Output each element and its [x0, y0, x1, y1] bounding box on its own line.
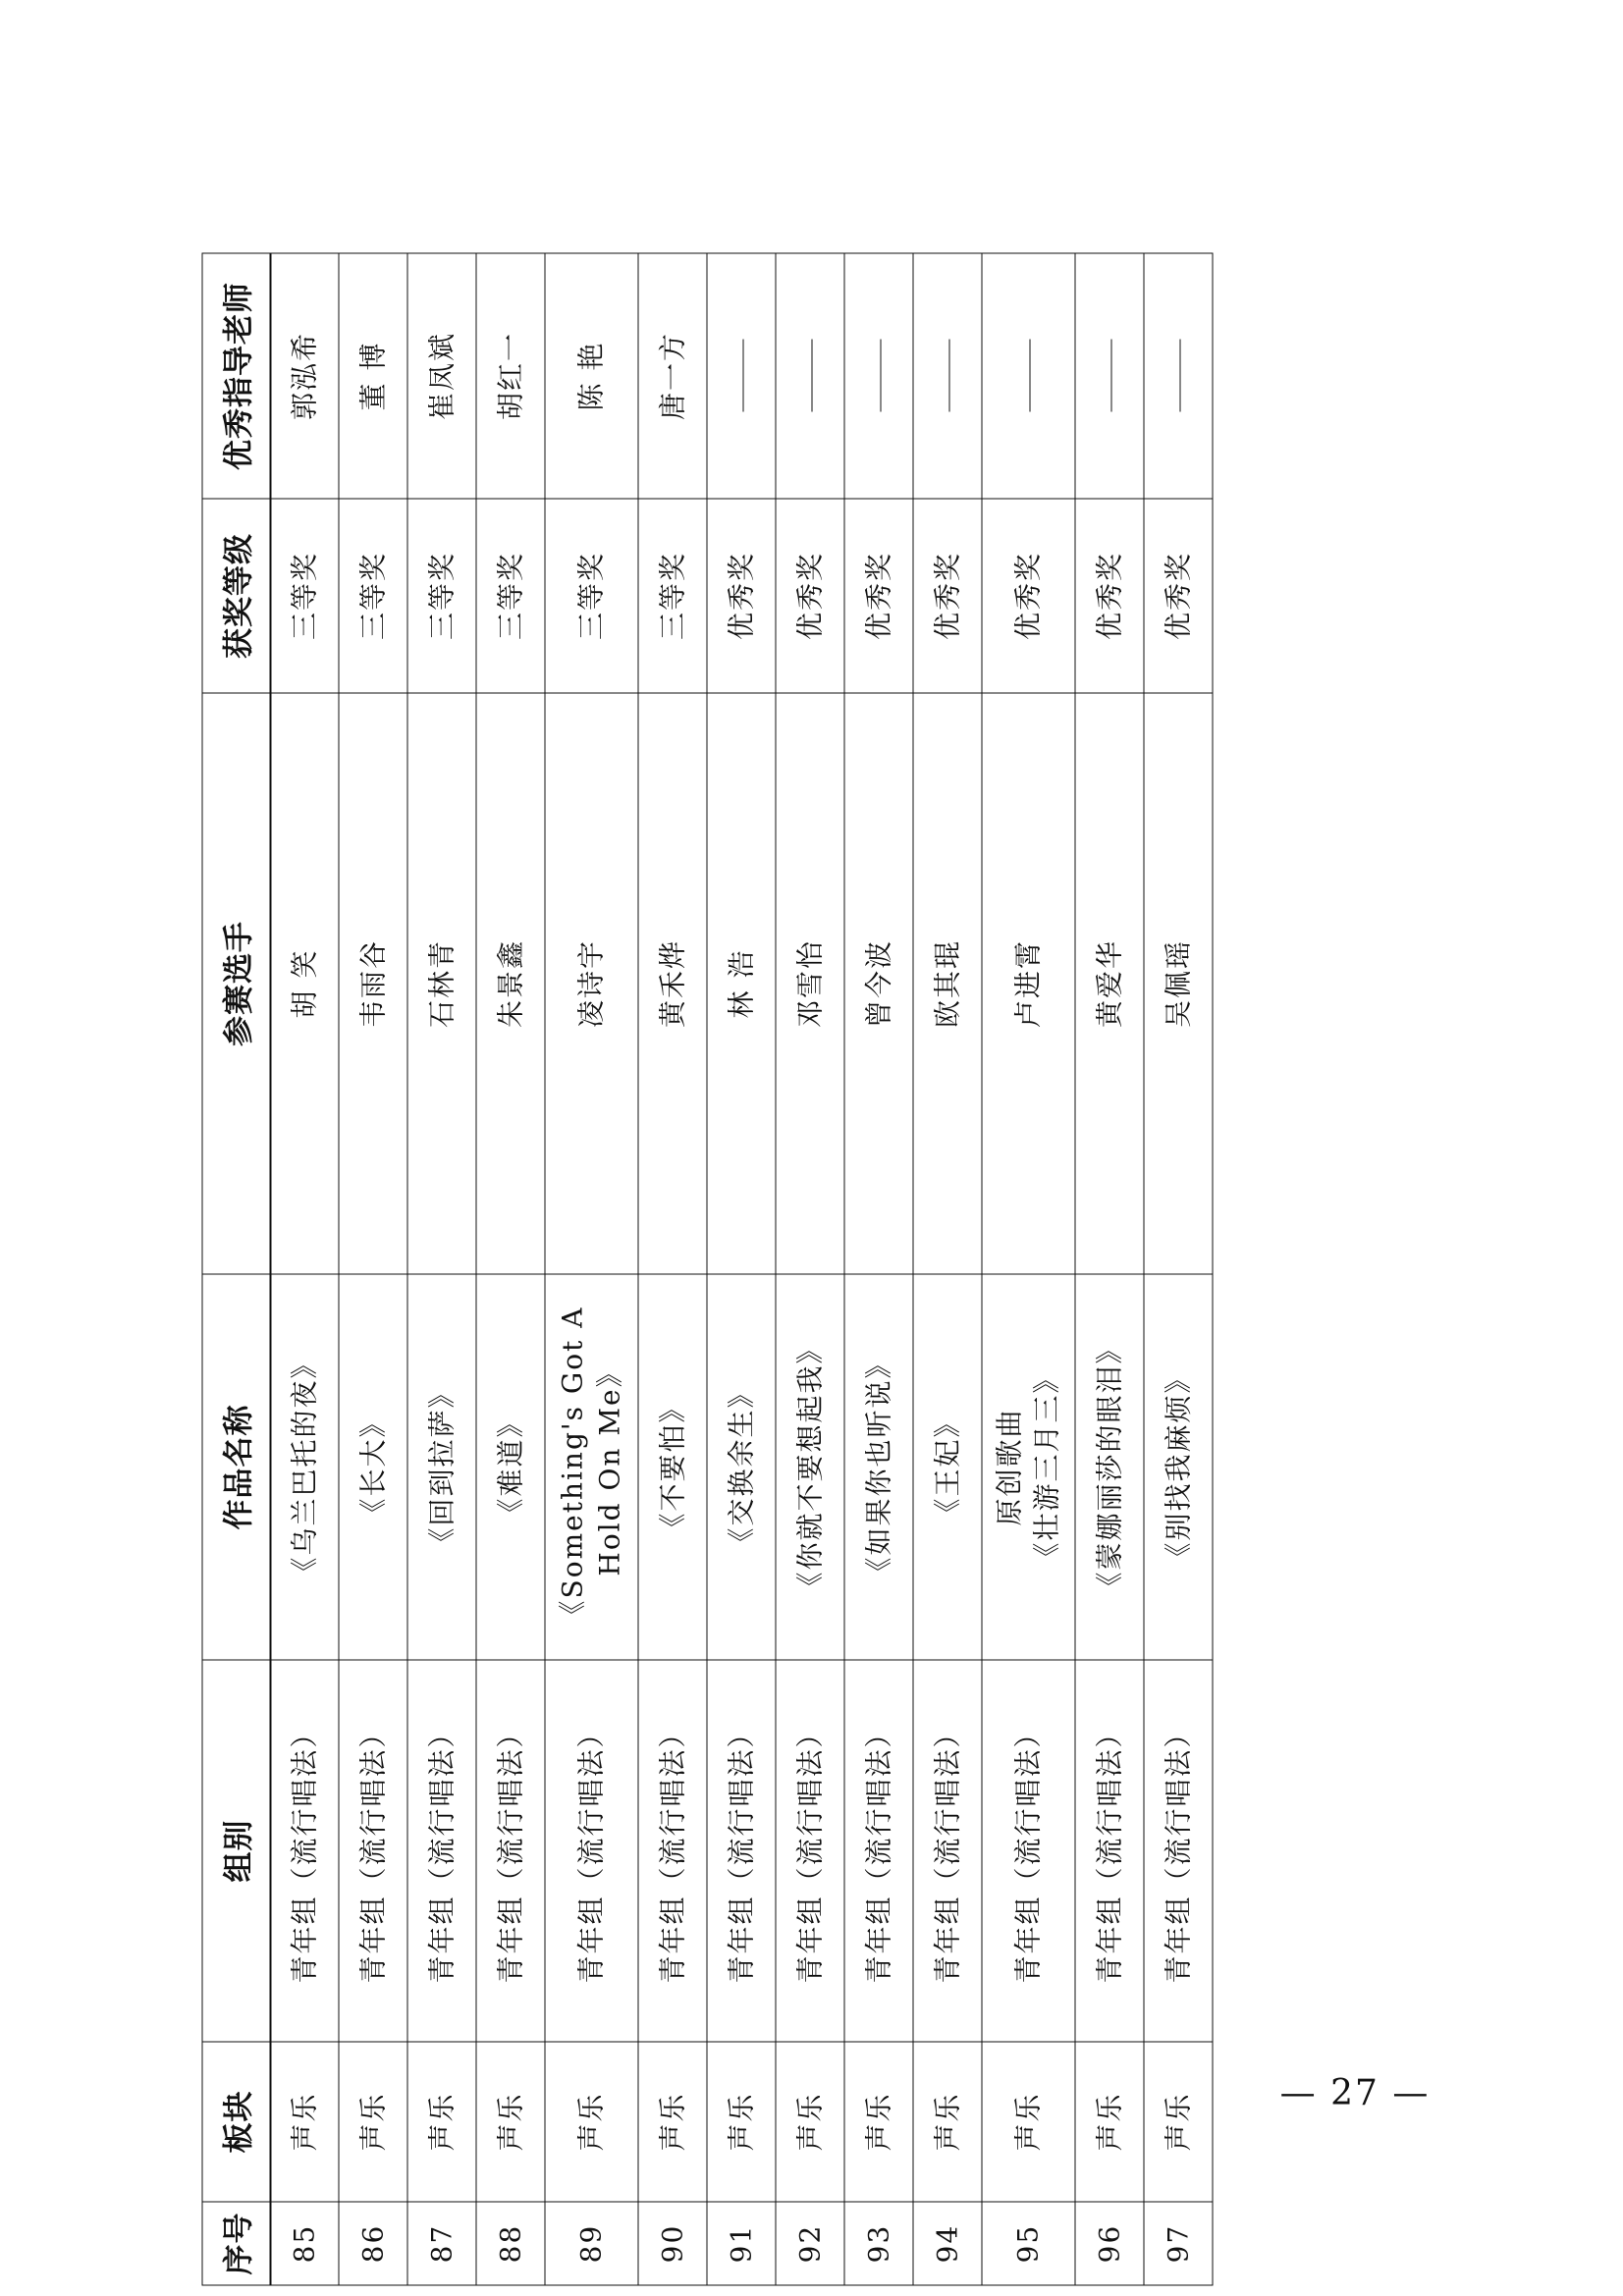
- cell-seq: [1075, 2202, 1144, 2285]
- cell-seq: [407, 2202, 476, 2285]
- seq-text: 94: [931, 2223, 964, 2264]
- work-title-line: 《回到拉萨》: [425, 1378, 459, 1556]
- group-text: 青年组（流行唱法）: [1093, 1718, 1126, 1984]
- award-text: 优秀奖: [931, 552, 964, 641]
- teacher-text: 陈 艳: [574, 341, 608, 411]
- cell-contestant: [545, 693, 638, 1274]
- empty-dash: [948, 340, 949, 412]
- empty-dash: [742, 340, 743, 412]
- cell-seq: [913, 2202, 982, 2285]
- cell-section: [913, 2042, 982, 2202]
- cell-work: [339, 1274, 407, 1660]
- cell-contestant: [270, 693, 339, 1274]
- cell-contestant: [1144, 693, 1213, 1274]
- cell-award: [476, 499, 545, 693]
- section-text: 声乐: [1162, 2092, 1195, 2152]
- work-title-line: 《长大》: [356, 1408, 390, 1526]
- table-row: [407, 253, 476, 2285]
- cell-section: [982, 2042, 1075, 2202]
- award-text: 三等奖: [425, 552, 459, 641]
- cell-work: [407, 1274, 476, 1660]
- group-text: 青年组（流行唱法）: [1011, 1718, 1045, 1984]
- cell-group: [270, 1660, 339, 2042]
- cell-teacher: [776, 253, 844, 499]
- cell-seq: [844, 2202, 913, 2285]
- header-group: 组别: [202, 1660, 270, 2042]
- cell-group: [638, 1660, 707, 2042]
- cell-award: [545, 499, 638, 693]
- contestant-text: 石林青: [425, 939, 459, 1029]
- cell-work: [844, 1274, 913, 1660]
- cell-group: [982, 1660, 1075, 2042]
- teacher-text: 胡红一: [494, 332, 527, 421]
- cell-award: [1075, 499, 1144, 693]
- cell-group: [707, 1660, 776, 2042]
- award-text: 优秀奖: [862, 552, 895, 641]
- cell-award: [1144, 499, 1213, 693]
- teacher-text: 董 博: [356, 341, 390, 411]
- seq-text: 93: [862, 2223, 895, 2264]
- cell-contestant: [982, 693, 1075, 1274]
- group-text: 青年组（流行唱法）: [425, 1718, 459, 1984]
- header-work: 作品名称: [202, 1274, 270, 1660]
- section-text: 声乐: [656, 2092, 689, 2152]
- cell-award: [913, 499, 982, 693]
- cell-contestant: [407, 693, 476, 1274]
- contestant-text: 韦雨谷: [356, 939, 390, 1029]
- group-text: 青年组（流行唱法）: [725, 1718, 758, 1984]
- cell-section: [270, 2042, 339, 2202]
- cell-award: [844, 499, 913, 693]
- cell-seq: [545, 2202, 638, 2285]
- section-text: 声乐: [288, 2092, 321, 2152]
- work-title-line: 《王妃》: [931, 1408, 964, 1526]
- cell-contestant: [776, 693, 844, 1274]
- contestant-text: 凌诗宇: [574, 939, 608, 1029]
- seq-text: 95: [1011, 2223, 1045, 2264]
- cell-group: [476, 1660, 545, 2042]
- cell-section: [776, 2042, 844, 2202]
- cell-teacher: [545, 253, 638, 499]
- cell-section: [545, 2042, 638, 2202]
- table-row: [638, 253, 707, 2285]
- contestant-text: 黄爱华: [1093, 939, 1126, 1029]
- teacher-text: 郭泓希: [288, 332, 321, 421]
- cell-group: [407, 1660, 476, 2042]
- section-text: 声乐: [931, 2092, 964, 2152]
- cell-teacher: [339, 253, 407, 499]
- cell-work: [1075, 1274, 1144, 1660]
- cell-seq: [707, 2202, 776, 2285]
- cell-group: [1144, 1660, 1213, 2042]
- table-row: [545, 253, 638, 2285]
- cell-contestant: [1075, 693, 1144, 1274]
- page-number: — 27 —: [1279, 2073, 1431, 2113]
- cell-contestant: [844, 693, 913, 1274]
- group-text: 青年组（流行唱法）: [494, 1718, 527, 1984]
- section-text: 声乐: [1093, 2092, 1126, 2152]
- work-title-line: 《不要怕》: [656, 1393, 689, 1541]
- group-text: 青年组（流行唱法）: [862, 1718, 895, 1984]
- seq-text: 86: [356, 2223, 390, 2264]
- award-text: 优秀奖: [1162, 552, 1195, 641]
- cell-section: [339, 2042, 407, 2202]
- cell-teacher: [407, 253, 476, 499]
- seq-text: 97: [1162, 2223, 1195, 2264]
- group-text: 青年组（流行唱法）: [656, 1718, 689, 1984]
- cell-work: [476, 1274, 545, 1660]
- empty-dash: [1179, 340, 1180, 412]
- cell-teacher: [1075, 253, 1144, 499]
- rotated-table-container: [202, 254, 1211, 2286]
- seq-text: 96: [1093, 2223, 1126, 2264]
- cell-award: [638, 499, 707, 693]
- section-text: 声乐: [425, 2092, 459, 2152]
- contestant-text: 林 浩: [725, 948, 758, 1019]
- work-title-line: 《乌兰巴托的夜》: [288, 1349, 321, 1585]
- cell-group: [913, 1660, 982, 2042]
- table-row: [1144, 253, 1213, 2285]
- cell-contestant: [913, 693, 982, 1274]
- seq-text: 85: [288, 2223, 321, 2264]
- section-text: 声乐: [574, 2092, 608, 2152]
- seq-text: 87: [425, 2223, 459, 2264]
- contestant-text: 朱景鑫: [494, 939, 527, 1029]
- empty-dash: [1030, 340, 1031, 412]
- section-text: 声乐: [862, 2092, 895, 2152]
- group-text: 青年组（流行唱法）: [356, 1718, 390, 1984]
- cell-section: [1075, 2042, 1144, 2202]
- seq-text: 89: [574, 2223, 608, 2264]
- header-teacher: 优秀指导老师: [202, 253, 270, 499]
- table-body: [270, 253, 1213, 2285]
- cell-seq: [982, 2202, 1075, 2285]
- work-title-line: 《蒙娜丽莎的眼泪》: [1093, 1334, 1126, 1600]
- cell-work: [707, 1274, 776, 1660]
- empty-dash: [880, 340, 881, 412]
- work-title-line: 《壮游三月三》: [1030, 1363, 1063, 1571]
- awards-table: [202, 253, 1214, 2286]
- section-text: 声乐: [725, 2092, 758, 2152]
- table-row: [1075, 253, 1144, 2285]
- cell-award: [776, 499, 844, 693]
- work-title-line: Hold On Me》: [593, 1358, 626, 1576]
- award-text: 三等奖: [288, 552, 321, 641]
- teacher-text: 唐一方: [656, 332, 689, 421]
- seq-text: 92: [793, 2223, 827, 2264]
- cell-section: [1144, 2042, 1213, 2202]
- header-award: 获奖等级: [202, 499, 270, 693]
- header-seq: 序号: [202, 2202, 270, 2285]
- contestant-text: 曾今波: [862, 939, 895, 1029]
- cell-work: [776, 1274, 844, 1660]
- section-text: 声乐: [793, 2092, 827, 2152]
- group-text: 青年组（流行唱法）: [288, 1718, 321, 1984]
- table-row: [982, 253, 1075, 2285]
- cell-section: [476, 2042, 545, 2202]
- cell-award: [982, 499, 1075, 693]
- award-text: 三等奖: [356, 552, 390, 641]
- cell-seq: [339, 2202, 407, 2285]
- award-text: 优秀奖: [793, 552, 827, 641]
- cell-teacher: [476, 253, 545, 499]
- cell-section: [638, 2042, 707, 2202]
- table-row: [776, 253, 844, 2285]
- work-title-line: 《你就不要想起我》: [793, 1334, 827, 1600]
- table-row: [339, 253, 407, 2285]
- cell-award: [270, 499, 339, 693]
- header-section: 板块: [202, 2042, 270, 2202]
- cell-teacher: [707, 253, 776, 499]
- award-text: 优秀奖: [1011, 552, 1045, 641]
- cell-work: [1144, 1274, 1213, 1660]
- cell-work: [270, 1274, 339, 1660]
- section-text: 声乐: [494, 2092, 527, 2152]
- table-row: [913, 253, 982, 2285]
- group-text: 青年组（流行唱法）: [1162, 1718, 1195, 1984]
- work-title-line: 《别找我麻烦》: [1162, 1363, 1195, 1571]
- cell-work: [545, 1274, 638, 1660]
- cell-contestant: [339, 693, 407, 1274]
- table-row: [844, 253, 913, 2285]
- group-text: 青年组（流行唱法）: [793, 1718, 827, 1984]
- empty-dash: [811, 340, 812, 412]
- teacher-text: 崔凤斌: [425, 332, 459, 421]
- cell-group: [545, 1660, 638, 2042]
- cell-work: [913, 1274, 982, 1660]
- contestant-text: 胡 笑: [288, 948, 321, 1019]
- header-contestant: 参赛选手: [202, 693, 270, 1274]
- award-text: 三等奖: [574, 552, 608, 641]
- empty-dash: [1110, 340, 1111, 412]
- cell-contestant: [707, 693, 776, 1274]
- table-header-row: [202, 253, 270, 2285]
- award-text: 三等奖: [656, 552, 689, 641]
- cell-award: [339, 499, 407, 693]
- work-title-line: 《Something's Got A: [556, 1306, 589, 1629]
- cell-group: [776, 1660, 844, 2042]
- cell-teacher: [913, 253, 982, 499]
- seq-text: 90: [656, 2223, 689, 2264]
- contestant-text: 欧其琨: [931, 939, 964, 1029]
- cell-teacher: [844, 253, 913, 499]
- contestant-text: 黄禾烨: [656, 939, 689, 1029]
- cell-group: [844, 1660, 913, 2042]
- work-title-line: 《如果你也听说》: [862, 1349, 895, 1585]
- cell-award: [707, 499, 776, 693]
- contestant-text: 吴佩瑶: [1162, 939, 1195, 1029]
- contestant-text: 邓雪怡: [793, 939, 827, 1029]
- award-text: 三等奖: [494, 552, 527, 641]
- cell-group: [1075, 1660, 1144, 2042]
- seq-text: 88: [494, 2223, 527, 2264]
- contestant-text: 卢进霄: [1011, 939, 1045, 1029]
- cell-award: [407, 499, 476, 693]
- cell-seq: [1144, 2202, 1213, 2285]
- cell-teacher: [1144, 253, 1213, 499]
- work-title-line: 原创歌曲: [993, 1408, 1026, 1526]
- group-text: 青年组（流行唱法）: [931, 1718, 964, 1984]
- cell-seq: [776, 2202, 844, 2285]
- cell-teacher: [270, 253, 339, 499]
- cell-seq: [270, 2202, 339, 2285]
- cell-teacher: [638, 253, 707, 499]
- cell-contestant: [476, 693, 545, 1274]
- cell-group: [339, 1660, 407, 2042]
- cell-teacher: [982, 253, 1075, 499]
- cell-section: [844, 2042, 913, 2202]
- cell-section: [407, 2042, 476, 2202]
- cell-seq: [638, 2202, 707, 2285]
- cell-seq: [476, 2202, 545, 2285]
- seq-text: 91: [725, 2223, 758, 2264]
- work-title-line: 《难道》: [494, 1408, 527, 1526]
- cell-contestant: [638, 693, 707, 1274]
- award-text: 优秀奖: [1093, 552, 1126, 641]
- cell-work: [982, 1274, 1075, 1660]
- table-row: [707, 253, 776, 2285]
- section-text: 声乐: [1011, 2092, 1045, 2152]
- section-text: 声乐: [356, 2092, 390, 2152]
- cell-section: [707, 2042, 776, 2202]
- group-text: 青年组（流行唱法）: [574, 1718, 608, 1984]
- table-row: [270, 253, 339, 2285]
- table-row: [476, 253, 545, 2285]
- award-text: 优秀奖: [725, 552, 758, 641]
- work-title-line: 《交换余生》: [725, 1378, 758, 1556]
- cell-work: [638, 1274, 707, 1660]
